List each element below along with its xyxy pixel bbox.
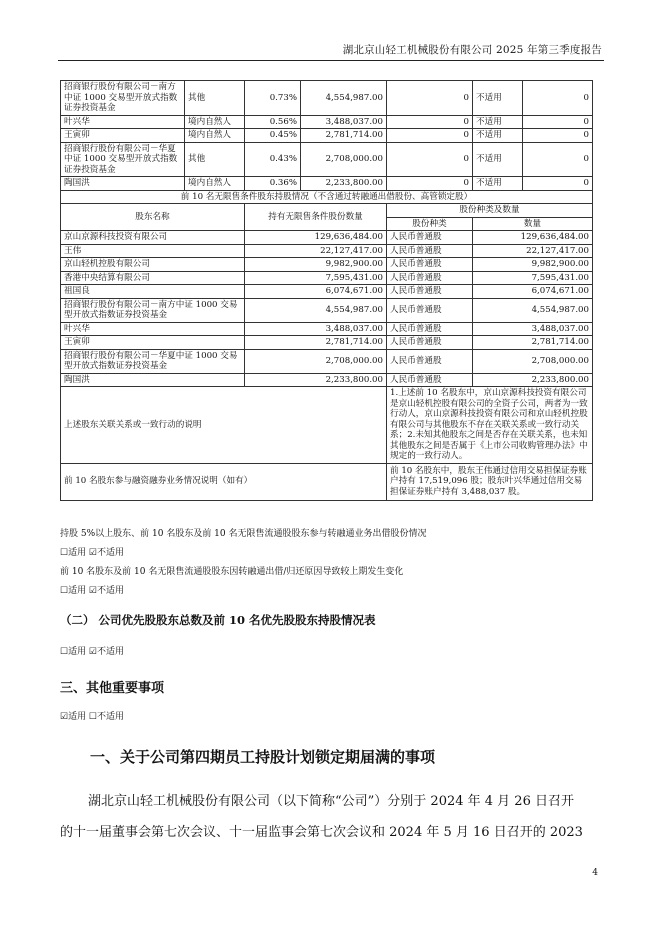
share-qty: 3,488,037.00 xyxy=(473,322,593,336)
margin-text: 前 10 名股东中，股东王伟通过信用交易担保证券账户持有 17,519,096 股；股东叶兴华通过信用交易担保证券账户持有 3,488,037 股。 xyxy=(387,463,593,500)
holder-restricted: 0 xyxy=(387,115,473,129)
col-header-type-group: 股份种类及数量 xyxy=(387,204,593,218)
page-number: 4 xyxy=(592,868,598,878)
header-divider xyxy=(58,60,604,61)
top10-row xyxy=(61,81,593,116)
other-matters-title: 三、其他重要事项 xyxy=(60,681,165,696)
pledge-qty: 0 xyxy=(523,81,593,116)
unrestricted-row xyxy=(61,244,593,258)
lending-note: 持股 5%以上股东、前 10 名股东及前 10 名无限售流通股股东参与转融通业务出借股份情况 xyxy=(60,529,427,539)
share-type: 人民币普通股 xyxy=(387,271,473,285)
preferred-applicability xyxy=(60,644,124,657)
holder-shares: 2,233,800.00 xyxy=(301,177,387,191)
holder-nature: 其他 xyxy=(185,81,245,116)
holder-shares: 4,554,987.00 xyxy=(301,81,387,116)
holder-name: 招商银行股份有限公司－南方中证 1000 交易型开放式指数证券投资基金 xyxy=(61,81,185,116)
holder-name: 祖国良 xyxy=(61,285,245,299)
unrestricted-row xyxy=(61,298,593,322)
top10-row xyxy=(61,115,593,129)
holder-name: 招商银行股份有限公司－南方中证 1000 交易型开放式指数证券投资基金 xyxy=(61,298,245,322)
shareholder-table xyxy=(60,80,593,501)
margin-row xyxy=(61,463,593,500)
unrestricted-shares: 6,074,671.00 xyxy=(245,285,387,299)
holder-name: 香港中央结算有限公司 xyxy=(61,271,245,285)
unrestricted-section-title: 前 10 名无限售条件股东持股情况（不含通过转融通出借股份、高管锁定股） xyxy=(61,190,593,204)
pledge-status: 不适用 xyxy=(473,129,523,143)
margin-label: 前 10 名股东参与融资融券业务情况说明（如有） xyxy=(61,463,387,500)
unrestricted-row xyxy=(61,373,593,387)
unrestricted-shares: 22,127,417.00 xyxy=(245,244,387,258)
holder-pct: 0.56% xyxy=(245,115,301,129)
unrestricted-shares: 2,708,000.00 xyxy=(245,349,387,373)
change-applicability xyxy=(60,583,124,596)
change-note: 前 10 名股东及前 10 名无限售流通股股东因转融通出借/归还原因导致较上期发生变化 xyxy=(60,567,404,577)
pledge-status: 不适用 xyxy=(473,177,523,191)
unrestricted-row xyxy=(61,258,593,272)
holder-pct: 0.45% xyxy=(245,129,301,143)
pledge-qty: 0 xyxy=(523,129,593,143)
holder-name: 叶兴华 xyxy=(61,322,245,336)
holder-name: 招商银行股份有限公司－华夏中证 1000 交易型开放式指数证券投资基金 xyxy=(61,142,185,177)
top10-row xyxy=(61,177,593,191)
col-header-type: 股份种类 xyxy=(387,217,473,231)
pledge-status: 不适用 xyxy=(473,142,523,177)
unrestricted-shares: 3,488,037.00 xyxy=(245,322,387,336)
unrestricted-shares: 9,982,900.00 xyxy=(245,258,387,272)
share-qty: 2,708,000.00 xyxy=(473,349,593,373)
share-type: 人民币普通股 xyxy=(387,336,473,350)
share-type: 人民币普通股 xyxy=(387,373,473,387)
holder-name: 叶兴华 xyxy=(61,115,185,129)
holder-restricted: 0 xyxy=(387,129,473,143)
holder-nature: 境内自然人 xyxy=(185,177,245,191)
unrestricted-shares: 2,233,800.00 xyxy=(245,373,387,387)
holder-restricted: 0 xyxy=(387,81,473,116)
share-qty: 2,781,714.00 xyxy=(473,336,593,350)
other-matters-applicability xyxy=(60,709,124,722)
esop-paragraph-line: 湖北京山轻工机械股份有限公司（以下简称“公司”）分别于 2024 年 4 月 26 日召开 xyxy=(88,794,574,809)
relation-label: 上述股东关联关系或一致行动的说明 xyxy=(61,387,387,464)
unrestricted-row xyxy=(61,336,593,350)
unrestricted-shares: 7,595,431.00 xyxy=(245,271,387,285)
share-qty: 9,982,900.00 xyxy=(473,258,593,272)
relation-row xyxy=(61,387,593,464)
checkbox-icon: ☐适用 ☑不适用 xyxy=(60,647,124,657)
share-type: 人民币普通股 xyxy=(387,244,473,258)
holder-pct: 0.73% xyxy=(245,81,301,116)
unrestricted-row xyxy=(61,322,593,336)
unrestricted-shares: 129,636,484.00 xyxy=(245,231,387,245)
holder-name: 王寅卯 xyxy=(61,336,245,350)
share-type: 人民币普通股 xyxy=(387,231,473,245)
share-type: 人民币普通股 xyxy=(387,258,473,272)
top10-row xyxy=(61,142,593,177)
holder-nature: 境内自然人 xyxy=(185,129,245,143)
holder-shares: 3,488,037.00 xyxy=(301,115,387,129)
esop-item-title: 一、关于公司第四期员工持股计划锁定期届满的事项 xyxy=(90,748,436,766)
col-header-name: 股东名称 xyxy=(61,204,245,231)
pledge-qty: 0 xyxy=(523,177,593,191)
holder-name: 王寅卯 xyxy=(61,129,185,143)
top10-row xyxy=(61,129,593,143)
col-header-shares: 持有无限售条件股份数量 xyxy=(245,204,387,231)
holder-pct: 0.43% xyxy=(245,142,301,177)
unrestricted-row xyxy=(61,271,593,285)
holder-name: 京山轻机控股有限公司 xyxy=(61,258,245,272)
holder-restricted: 0 xyxy=(387,142,473,177)
holder-name: 王伟 xyxy=(61,244,245,258)
unrestricted-shares: 4,554,987.00 xyxy=(245,298,387,322)
share-type: 人民币普通股 xyxy=(387,285,473,299)
unrestricted-row xyxy=(61,285,593,299)
holder-pct: 0.36% xyxy=(245,177,301,191)
holder-restricted: 0 xyxy=(387,177,473,191)
pledge-qty: 0 xyxy=(523,142,593,177)
checkbox-icon: ☐适用 ☑不适用 xyxy=(60,548,124,558)
share-qty: 129,636,484.00 xyxy=(473,231,593,245)
checkbox-icon: ☑适用 ☐不适用 xyxy=(60,712,124,722)
share-qty: 22,127,417.00 xyxy=(473,244,593,258)
holder-name: 陶国洪 xyxy=(61,373,245,387)
preferred-section-title: （二） 公司优先股股东总数及前 10 名优先股股东持股情况表 xyxy=(60,613,376,627)
col-header-qty: 数量 xyxy=(473,217,593,231)
holder-name: 招商银行股份有限公司－华夏中证 1000 交易型开放式指数证券投资基金 xyxy=(61,349,245,373)
relation-text: 1.上述前 10 名股东中，京山京源科技投资有限公司是京山轻机控股有限公司的全资子公司，两者为一致行动人，京山京源科技投资有限公司和京山轻机控股有限公司与其他股东不存在关联关系或一致行动关系；2.未知其他股东之间是否存在关联关系，也未知其他股东之间是否属于《上市公司收购管理办法》中规定的一致行动人。 xyxy=(387,387,593,464)
unrestricted-row xyxy=(61,349,593,373)
share-type: 人民币普通股 xyxy=(387,349,473,373)
unrestricted-shares: 2,781,714.00 xyxy=(245,336,387,350)
pledge-status: 不适用 xyxy=(473,81,523,116)
checkbox-icon: ☐适用 ☑不适用 xyxy=(60,586,124,596)
holder-shares: 2,708,000.00 xyxy=(301,142,387,177)
share-type: 人民币普通股 xyxy=(387,322,473,336)
share-qty: 4,554,987.00 xyxy=(473,298,593,322)
share-type: 人民币普通股 xyxy=(387,298,473,322)
report-header: 湖北京山轻工机械股份有限公司 2025 年第三季度报告 xyxy=(342,44,602,56)
holder-shares: 2,781,714.00 xyxy=(301,129,387,143)
share-qty: 2,233,800.00 xyxy=(473,373,593,387)
share-qty: 6,074,671.00 xyxy=(473,285,593,299)
holder-nature: 其他 xyxy=(185,142,245,177)
share-qty: 7,595,431.00 xyxy=(473,271,593,285)
holder-nature: 境内自然人 xyxy=(185,115,245,129)
esop-paragraph-line: 的十一届董事会第七次会议、十一届监事会第七次会议和 2024 年 5 月 16 日召开的 2023 xyxy=(60,825,583,840)
lending-applicability xyxy=(60,545,124,558)
section-row xyxy=(61,190,593,204)
unrestricted-row xyxy=(61,231,593,245)
holder-name: 京山京源科技投资有限公司 xyxy=(61,231,245,245)
holder-name: 陶国洪 xyxy=(61,177,185,191)
pledge-status: 不适用 xyxy=(473,115,523,129)
pledge-qty: 0 xyxy=(523,115,593,129)
header-row xyxy=(61,204,593,218)
